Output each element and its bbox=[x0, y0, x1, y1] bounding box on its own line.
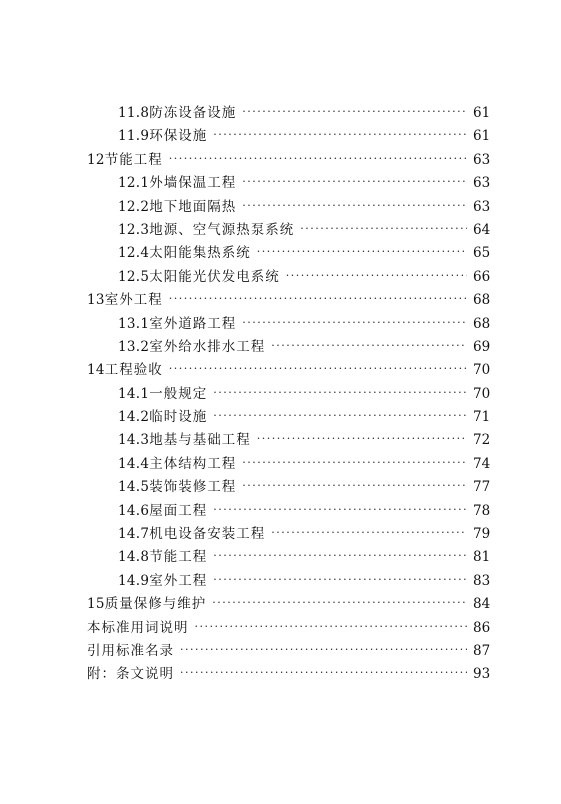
toc-entry[interactable] bbox=[87, 359, 489, 382]
section-title: 临时设施 bbox=[149, 409, 208, 426]
page-number: 66 bbox=[473, 268, 491, 285]
chapter-number: 14 bbox=[87, 362, 105, 379]
dot-leader bbox=[242, 451, 467, 474]
toc-entry[interactable] bbox=[87, 172, 489, 195]
page-number: 84 bbox=[473, 596, 491, 613]
dot-leader bbox=[213, 568, 467, 591]
section-title: 主体结构工程 bbox=[149, 455, 237, 472]
page-number: 74 bbox=[473, 455, 491, 472]
dot-leader bbox=[257, 427, 467, 450]
page-number: 63 bbox=[473, 198, 491, 215]
chapter-number: 13 bbox=[87, 292, 105, 309]
section-number: 11.8 bbox=[118, 105, 150, 121]
section-number: 13.1 bbox=[118, 315, 150, 332]
section-number: 14.4 bbox=[118, 455, 150, 472]
section-number: 14.1 bbox=[118, 385, 150, 402]
section-title: 地基与基础工程 bbox=[149, 432, 251, 449]
page-number: 70 bbox=[473, 362, 491, 379]
section-number: 13.2 bbox=[118, 338, 150, 355]
table-of-contents bbox=[87, 102, 489, 687]
page-number: 86 bbox=[473, 619, 491, 636]
page-number: 83 bbox=[473, 572, 491, 589]
page-number: 81 bbox=[473, 549, 491, 566]
section-title: 屋面工程 bbox=[149, 502, 208, 519]
dot-leader bbox=[242, 474, 467, 497]
toc-entry[interactable] bbox=[87, 429, 489, 452]
toc-entry[interactable] bbox=[87, 546, 489, 569]
section-title: 外墙保温工程 bbox=[149, 175, 237, 192]
dot-leader bbox=[271, 334, 467, 357]
section-title: 太阳能光伏发电系统 bbox=[149, 268, 280, 285]
section-number: 14.8 bbox=[118, 549, 150, 566]
section-number: 12.2 bbox=[118, 198, 150, 215]
dot-leader bbox=[180, 638, 467, 661]
toc-entry[interactable] bbox=[87, 570, 489, 593]
toc-entry[interactable] bbox=[87, 663, 489, 686]
appendix-title: 引用标准名录 bbox=[87, 642, 174, 659]
page-number: 64 bbox=[473, 221, 491, 238]
chapter-title: 工程验收 bbox=[104, 362, 163, 379]
dot-leader bbox=[257, 240, 467, 263]
dot-leader bbox=[213, 404, 467, 427]
section-number: 12.1 bbox=[118, 175, 150, 192]
toc-entry[interactable] bbox=[87, 640, 489, 663]
page-number: 93 bbox=[473, 666, 491, 683]
appendix-title: 附：条文说明 bbox=[87, 666, 174, 683]
dot-leader bbox=[300, 217, 467, 240]
page-number: 71 bbox=[473, 409, 491, 426]
toc-entry[interactable] bbox=[87, 383, 489, 406]
dot-leader bbox=[169, 287, 467, 310]
page-number: 69 bbox=[473, 338, 491, 355]
page-number: 70 bbox=[473, 385, 491, 402]
toc-entry[interactable] bbox=[87, 476, 489, 499]
section-title: 太阳能集热系统 bbox=[149, 245, 251, 262]
dot-leader bbox=[213, 498, 467, 521]
section-number: 12.5 bbox=[118, 268, 150, 285]
dot-leader bbox=[195, 615, 468, 638]
section-number: 12.3 bbox=[118, 221, 150, 238]
section-title: 地源、空气源热泵系统 bbox=[149, 221, 295, 238]
section-title: 室外给水排水工程 bbox=[149, 338, 266, 355]
page-number: 61 bbox=[473, 128, 491, 145]
page-number: 61 bbox=[473, 105, 491, 121]
section-title: 一般规定 bbox=[149, 385, 208, 402]
dot-leader bbox=[286, 264, 467, 287]
section-title: 地下地面隔热 bbox=[149, 198, 237, 215]
toc-entry[interactable] bbox=[87, 289, 489, 312]
page-number: 63 bbox=[473, 175, 491, 192]
toc-entry[interactable] bbox=[87, 125, 489, 148]
page-number: 77 bbox=[473, 479, 491, 496]
dot-leader bbox=[212, 591, 467, 614]
toc-entry[interactable] bbox=[87, 313, 489, 336]
toc-entry[interactable] bbox=[87, 242, 489, 265]
chapter-title: 节能工程 bbox=[104, 151, 163, 168]
section-number: 14.7 bbox=[118, 526, 150, 543]
toc-entry[interactable] bbox=[87, 500, 489, 523]
chapter-number: 15 bbox=[87, 596, 105, 613]
section-number: 14.6 bbox=[118, 502, 150, 519]
dot-leader bbox=[180, 661, 467, 684]
dot-leader bbox=[213, 544, 467, 567]
toc-entry[interactable] bbox=[87, 523, 489, 546]
appendix-title: 本标准用词说明 bbox=[87, 619, 189, 636]
section-title: 机电设备安装工程 bbox=[149, 526, 266, 543]
dot-leader bbox=[242, 170, 467, 193]
section-number: 14.2 bbox=[118, 409, 150, 426]
page-number: 72 bbox=[473, 432, 491, 449]
section-number: 14.3 bbox=[118, 432, 150, 449]
toc-entry[interactable] bbox=[87, 219, 489, 242]
toc-entry[interactable] bbox=[87, 617, 489, 640]
section-title: 节能工程 bbox=[149, 549, 208, 566]
page-number: 68 bbox=[473, 315, 491, 332]
dot-leader bbox=[242, 100, 467, 123]
section-number: 14.5 bbox=[118, 479, 150, 496]
dot-leader bbox=[213, 123, 467, 146]
page-number: 87 bbox=[473, 642, 491, 659]
toc-entry[interactable] bbox=[87, 266, 489, 289]
chapter-title: 室外工程 bbox=[104, 292, 163, 309]
page-number: 63 bbox=[473, 151, 491, 168]
dot-leader bbox=[213, 381, 467, 404]
section-title: 室外道路工程 bbox=[149, 315, 237, 332]
section-title: 室外工程 bbox=[149, 572, 208, 589]
toc-entry[interactable] bbox=[87, 149, 489, 172]
toc-entry[interactable] bbox=[87, 406, 489, 429]
toc-entry[interactable] bbox=[87, 593, 489, 616]
page-number: 79 bbox=[473, 526, 491, 543]
section-title: 防冻设备设施 bbox=[149, 105, 237, 121]
page-number: 78 bbox=[473, 502, 491, 519]
section-number: 12.4 bbox=[118, 245, 150, 262]
toc-entry[interactable] bbox=[87, 196, 489, 219]
dot-leader bbox=[242, 311, 467, 334]
dot-leader bbox=[169, 357, 467, 380]
section-title: 装饰装修工程 bbox=[149, 479, 237, 496]
toc-entry[interactable] bbox=[87, 453, 489, 476]
section-number: 14.9 bbox=[118, 572, 150, 589]
dot-leader bbox=[169, 147, 467, 170]
toc-entry[interactable] bbox=[87, 102, 489, 125]
dot-leader bbox=[271, 521, 467, 544]
page-number: 65 bbox=[473, 245, 491, 262]
section-number: 11.9 bbox=[118, 128, 150, 145]
toc-entry[interactable] bbox=[87, 336, 489, 359]
dot-leader bbox=[242, 194, 467, 217]
chapter-number: 12 bbox=[87, 151, 105, 168]
page-number: 68 bbox=[473, 292, 491, 309]
section-title: 环保设施 bbox=[149, 128, 208, 145]
chapter-title: 质量保修与维护 bbox=[104, 596, 207, 613]
